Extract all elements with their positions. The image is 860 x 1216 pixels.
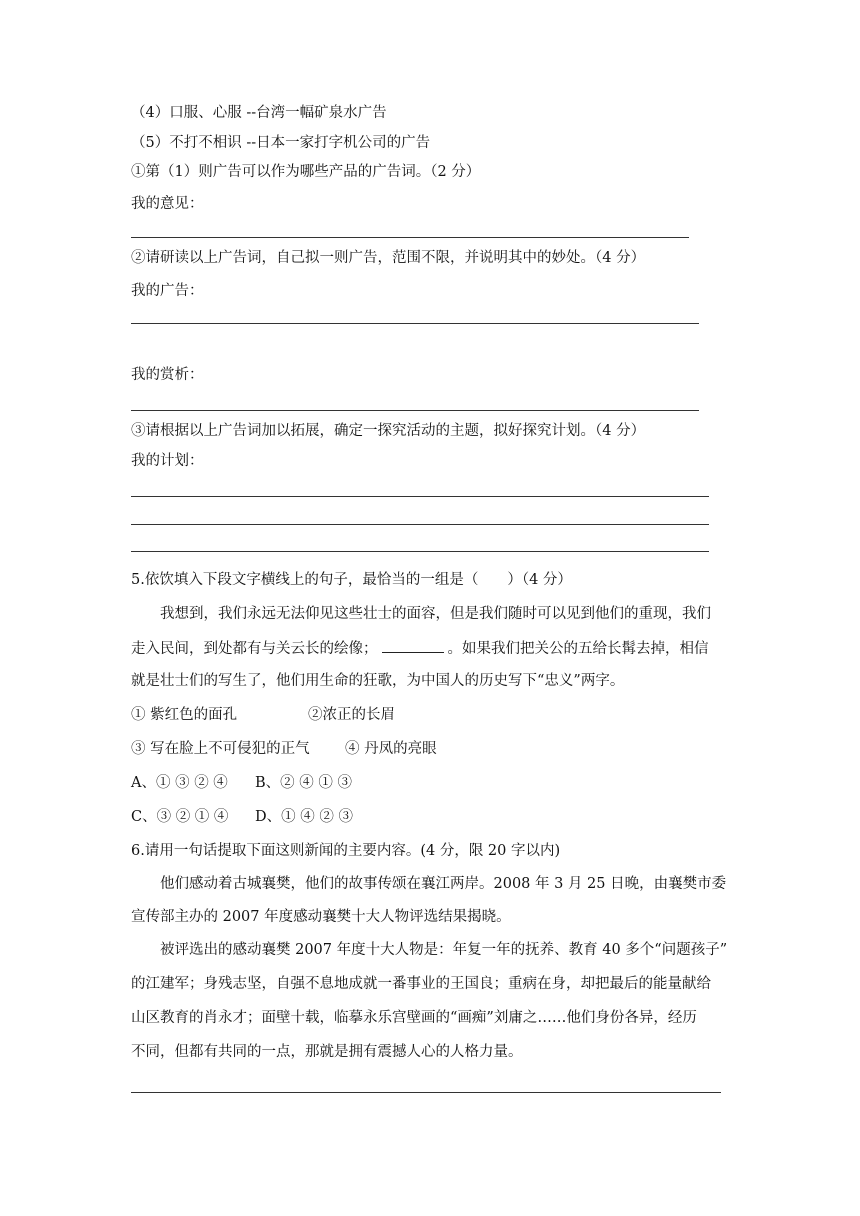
ad-item-5: （5）不打不相识 --日本一家打字机公司的广告 [131,135,431,151]
option-4: ④ 丹凤的亮眼 [345,741,437,757]
q6-news-p2-line-4: 不同，但都有共同的一点，那就是拥有震撼人心的人格力量。 [131,1044,523,1060]
answer-line-opinion[interactable] [131,237,689,238]
q6-news-p2-line-2: 的江建军；身残志坚，自强不息地成就一番事业的王国良；重病在身，却把最后的能量献给 [131,976,711,992]
question-5-title: 5.依饮填入下段文字横线上的句子，最恰当的一组是（ ）（4 分） [131,572,572,588]
fill-blank[interactable] [382,638,444,653]
q6-news-p1-line-2: 宣传部主办的 2007 年度感动襄樊十大人物评选结果揭晓。 [131,909,511,925]
my-opinion-label: 我的意见： [131,196,204,212]
q6-news-p2-line-1: 被评选出的感动襄樊 2007 年度十大人物是：年复一年的抚养、教育 40 多个“问题孩子” [160,942,728,958]
choice-b[interactable]: B、② ④ ① ③ [255,775,352,791]
q5-passage-line-2-end: 。如果我们把关公的五给长髯去掉，相信 [447,641,709,657]
sub-question-1: ①第（1）则广告可以作为哪些产品的广告词。（2 分） [131,164,481,180]
q6-news-p1-line-1: 他们感动着古城襄樊，他们的故事传颂在襄江两岸。2008 年 3 月 25 日晚，由襄樊市委 [160,876,727,892]
answer-line-plan-1[interactable] [131,496,709,497]
q5-passage-line-2-start: 走入民间，到处都有与关云长的绘像； [131,641,378,657]
my-analysis-label: 我的赏析： [131,367,204,383]
q5-passage-line-3: 就是壮士们的写生了，他们用生命的狂歌，为中国人的历史写下“忠义”两字。 [131,673,625,689]
ad-item-4: （4）口服、心服 --台湾一幅矿泉水广告 [131,105,387,121]
answer-line-analysis[interactable] [131,410,699,411]
choice-c[interactable]: C、③ ② ① ④ [131,809,229,825]
choice-d[interactable]: D、① ④ ② ③ [255,809,353,825]
option-3: ③ 写在脸上不可侵犯的正气 [131,741,310,757]
question-6-title: 6.请用一句话提取下面这则新闻的主要内容。(4 分，限 20 字以内) [131,843,561,859]
answer-line-plan-2[interactable] [131,524,709,525]
q5-passage-line-2 [131,638,709,658]
choice-a[interactable]: A、① ③ ② ④ [131,775,228,791]
sub-question-2: ②请研读以上广告词，自己拟一则广告，范围不限，并说明其中的妙处。（4 分） [131,250,646,266]
q6-news-p2-line-3: 山区教育的肖永才；面壁十载，临摹永乐宫壁画的“画痴”刘庸之……他们身份各异，经历 [131,1010,697,1026]
my-ad-label: 我的广告： [131,283,204,299]
option-2: ②浓正的长眉 [308,707,395,723]
answer-line-plan-3[interactable] [131,551,709,552]
my-plan-label: 我的计划： [131,453,204,469]
answer-line-ad[interactable] [131,323,699,324]
sub-question-3: ③请根据以上广告词加以拓展，确定一探究活动的主题，拟好探究计划。（4 分） [131,423,646,439]
answer-line-q6[interactable] [131,1092,721,1093]
option-1: ① 紫红色的面孔 [131,707,238,723]
q5-passage-line-1: 我想到，我们永远无法仰见这些壮士的面容，但是我们随时可以见到他们的重现，我们 [160,606,711,622]
